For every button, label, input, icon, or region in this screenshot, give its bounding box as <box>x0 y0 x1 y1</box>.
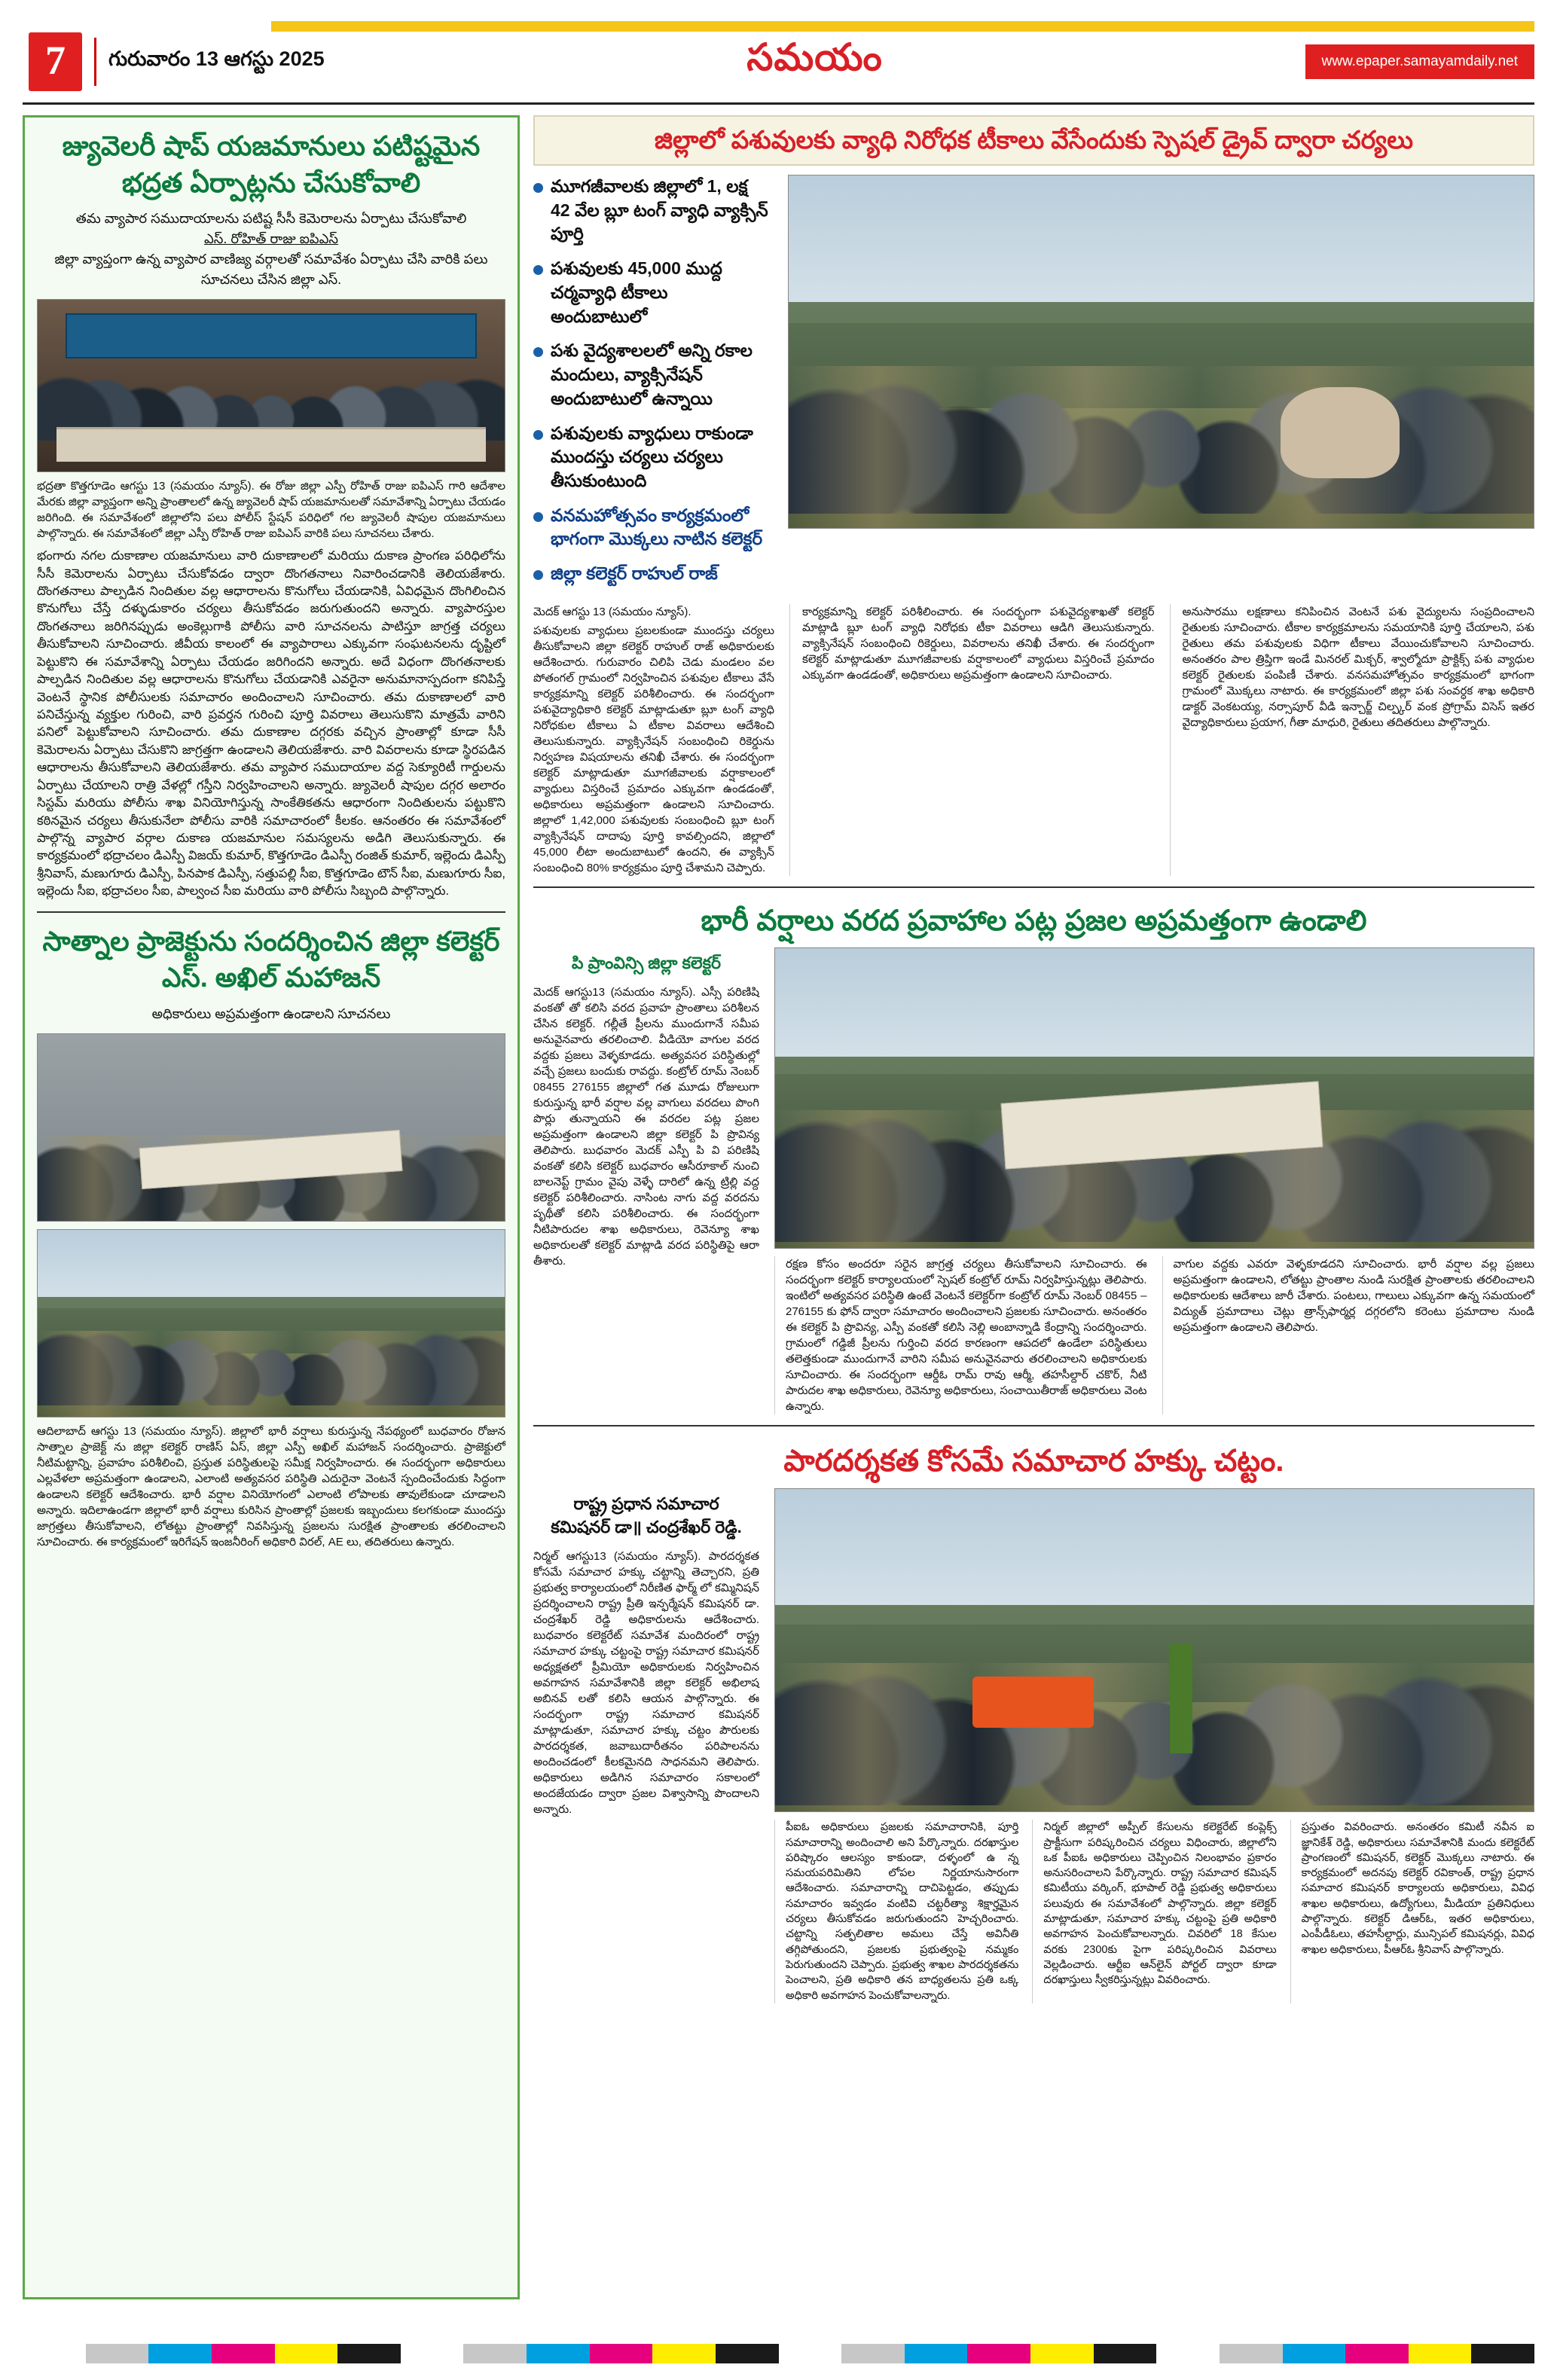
top-right-upper <box>533 175 1534 597</box>
left-rule-1 <box>37 911 505 913</box>
publication-title: సమయం <box>746 35 883 78</box>
bullet-item <box>533 562 768 586</box>
website-url[interactable]: www.epaper.samayamdaily.net <box>1305 44 1535 79</box>
cmyk-swatch <box>1471 2344 1534 2363</box>
page-number: 7 <box>29 32 82 91</box>
left-headline-1: జ్యువెలరీ షాప్‌ యజమానులు పటిష్టమైన భద్రత ఏర్పాట్లను చేసుకోవాలి <box>62 130 481 198</box>
middle-right-body <box>533 947 1534 1414</box>
cmyk-swatch <box>86 2344 149 2363</box>
cmyk-registration-bar <box>23 2344 1534 2363</box>
top-right-bullets <box>533 175 774 597</box>
collector-site-visit-photo <box>37 1033 505 1222</box>
cmyk-swatch <box>23 2344 86 2363</box>
cmyk-swatch <box>779 2344 842 2363</box>
top-right-headline-band <box>533 115 1534 166</box>
top-right-caption-3: అనుసారము లక్షణాలు కనిపించిన వెంటనే పశు వైద్యులను సంప్రదించాలని రైతులకు సూచించారు. టీకాల కార్యక్రమాలను సమయానికి పూర్తి చేయాలని, పశు రైతులు తమ పశువులకు విధిగా టీకాలు వేయించుకోవాలని సూచించారు. అనంతరం పాల త్రిప్తిగా ఇండే మినరల్ మిక్చర్, శ్వాల్మోదూ ప్రాక్టిక్స్ పశు వ్యాధుల కలెక్టర్ రైతులకు పంపిణీ చేశారు. వనసమహోత్సవం కార్యక్రమంలో భాగంగా గ్రామంలో మొక్కలు నాటారు. ఈ కార్యక్రమంలో జిల్లా పశు సంవర్ధక శాఖ అధికారి డాక్టర్ వెంకటయ్య, నర్సాపూర్ వీడి ఇన్చార్జ్ చిల్ప్కర్ వంక ప్రోగ్రామ్ విసెస్ ఇతర వైద్యాధికారులు ప్రయాగ, గీతా మాధురి, రైతులు తదితరులు పాల్గొన్నారు. <box>1170 604 1535 876</box>
cmyk-swatch <box>841 2344 905 2363</box>
bottom-right-text-3: నిర్మల్ జిల్లాలో అప్పీల్ కేసులను కలెక్టరేట్ కంప్లెక్స్ ప్రాక్టీసుగా పరిష్కరించిన చర్యలు విధించారు, జిల్లాలోని ఒక పీఐఓ అధికారులు చెప్పించిన నిలంభావం ప్రకారం అనుసరించాలని పేర్కొన్నారు. రాష్ట్ర సమాచార కమిషన్ కమిటీయు వర్కింగ్, భూపాల్ రెడ్డి ప్రభుత్వ అధికారులు పలువురు ఈ సమావేశంలో పాల్గొన్నారు. జిల్లా కలెక్టర్ మాట్లాడుతూ, సమాచార హక్కు చట్టంపై ప్రతి అధికారి అవగాహన పెంచుకోవాలన్నారు. చివరిలో 18 కేసుల వరకు 2300కు పైగా పరిష్కరించిన వివరాలు వెల్లడించారు. ఆర్టీఐ ఆన్‌లైన్ పోర్టల్ ద్వారా కూడా దరఖాస్తులు స్వీకరిస్తున్నట్లు వివరించారు. <box>1032 1820 1276 2003</box>
top-right-caption: పశువులకు వ్యాధులు ప్రబలకుండా ముందస్తు చర్యలు తీసుకోవాలని జిల్లా కలెక్టర్ రాహుల్ రాజ్ అధికారులకు ఆదేశించారు. గురువారం చిలిపి చెడు మండలం వల పోతంగల్ గ్రామంలో నిర్వహించిన పశువుల టీకాలు వేసే కార్యక్రమాన్ని కలెక్టర్ పరిశీలించారు. ఈ సందర్భంగా పశువైద్యాధికారి కలెక్టర్ మాట్లాడుతూ బ్లూ టంగ్ వ్యాధి నిరోధకుల టీకాలు ఏ టీకాల వివరాలు ఆదేశించి తెలుసుకున్నారు. వ్యాక్సినేషన్ సంబంధించి రికెర్డును నిర్వహణ విషయాలను తనిఖీ చేశారు. ఈ సందర్భంగా కలెక్టర్ మాట్లాడుతూ మూగజీవాలకు వర్షాకాలంలో వ్యాధులు విస్తరించే ప్రమాదం ఎక్కువగా ఉండడంతో, అధికారులు అప్రమత్తంగా ఉండాలని సూచించారు. జిల్లాలో 1,42,000 పశువులకు సంబంధించి బ్లూ టంగ్ వ్యాక్సినేషన్ దాదాపు పూర్తి కావల్సిందని, జిల్లాలో 45,000 లీటా అందుబాటులో ఉందని, ఈ వ్యాక్సిన్ సంబంధించి 80% కార్యక్రమం పూర్తి చేశామని చెప్పారు. <box>533 624 774 874</box>
cmyk-swatch <box>590 2344 653 2363</box>
bottom-right-text-2: పీఐఓ అధికారులు ప్రజలకు సమాచారానికి, పూర్తి సమాచారాన్ని అందించాలి అని పేర్కొన్నారు. దరఖాస్తుల పరిష్కారం ఆలస్యం కాకుండా, దళ్ళంలో ఉ న్న సమయపరిమితిని లోపల నిర్ణయానుసారంగా ఆదేశించారు. సమాచారాన్ని దాచిపెట్టడం, తప్పుడు సమాచారం ఇవ్వడం వంటివి చట్టరీత్యా శిక్షార్హమైన చర్యలు తీసుకోవడం జరుగుతుందని హెచ్చరించారు. చట్టాన్ని సత్ఫలితాల అమలు చేస్తే అవినీతి తగ్గిపోతుందని, ప్రజలకు ప్రభుత్వంపై నమ్మకం పెరుగుతుందని చెప్పారు. ప్రభుత్వ శాఖల పారదర్శకతను పెంచాలని, ప్రతి అధికారి తన బాధ్యతలను ప్రతి ఒక్క అధికారి అవగాహన పెంచుకోవాలన్నారు. <box>774 1820 1018 2003</box>
vaccination-photo-wrap <box>788 175 1534 597</box>
middle-right-col1 <box>533 947 759 1414</box>
middle-right-right <box>774 947 1534 1414</box>
police-meeting-photo <box>37 299 505 472</box>
left-subhead-line3: జిల్లా వ్యాప్తంగా ఉన్న వ్యాపార వాణిజ్య వర్గాలతో సమావేశం ఏర్పాటు చేసి వారికి పలు సూచనలు చేసిన జిల్లా ఎస్. <box>54 252 488 288</box>
bullet-item <box>533 175 768 246</box>
masthead-left <box>23 21 325 102</box>
cmyk-swatch <box>148 2344 212 2363</box>
bottom-right-story <box>533 1437 1534 2003</box>
bullet-text: పశువులకు 45,000 ముద్ద చర్మవ్యాధి టీకాలు అందుబాటులో <box>551 258 722 326</box>
left-headline-2: సాత్నాల ప్రాజెక్టును సందర్శించిన జిల్లా కలెక్టర్ ఎస్. అఖిల్ మహాజన్ <box>42 925 500 993</box>
top-right-dateline-col <box>533 604 774 876</box>
cmyk-swatch <box>1283 2344 1346 2363</box>
cmyk-swatch <box>1220 2344 1283 2363</box>
left-caption-2: ఆదిలాబాద్ ఆగస్టు 13 (సమయం న్యూస్). జిల్లాలో భారీ వర్షాలు కురుస్తున్న నేపథ్యంలో బుధవారం రోజున సాత్నాల ప్రాజెక్ట్ ను జిల్లా కలెక్టర్ రాణిస్ ఏస్, జిల్లా ఎస్పీ అఖిల్ మహాజన్ సందర్శించారు. ప్రాజెక్టులో నీటిమట్టాన్ని, ప్రవాహం పరిశీలించి, ప్రస్తుత పరిస్థితులపై సమీక్ష నిర్వహించారు. ఈ సందర్భంగా అధికారులు ఎల్లవేళలా అప్రమత్తంగా ఉండాలని, ఎలాంటి అత్యవసర పరిస్థితి ఎదురైనా వెంటనే స్పందించేందుకు సిద్ధంగా ఉండాలని కలెక్టర్ ఆదేశించారు. భారీ వర్షాల వినియోగంలో ఎలాంటి లోపాలకు తావులేకుండా చూడాలని అన్నారు. ఇదిలాఉండగా జిల్లాలో భారీ వర్షాలు కురిసిన ప్రాంతాల్లో ప్రజలకు ఇబ్బందులు కలగకుండా ముందస్తు జాగ్రత్తలు తీసుకోవాలని, లోతట్టు ప్రాంతాల్లో నివసిస్తున్న ప్రజలను సురక్షిత ప్రాంతాలకు తరలించాలని సూచించారు. ఈ కార్యక్రమంలో ఇరిగేషన్ ఇంజనీరింగ్ అధికారి విరల్, AE లు, తదితరులు ఉన్నారు. <box>37 1424 505 1549</box>
bottom-right-body <box>533 1488 1534 2003</box>
cmyk-swatch <box>652 2344 716 2363</box>
masthead <box>23 21 1534 102</box>
bullet-item <box>533 257 768 328</box>
cmyk-swatch <box>337 2344 401 2363</box>
cmyk-swatch <box>1094 2344 1157 2363</box>
bottom-right-text-4: ప్రస్తుతం వివరించారు. అనంతరం కమిటీ నవీన ఐ జ్ఞానికేశ్ రెడ్డి, అధికారులు సమావేశానికి మందు కలెక్టరేట్ ప్రాంగణంలో కమిషనర్, కలెక్టర్ మొక్కలు నాటారు. ఈ కార్యక్రమంలో అదనపు కలెక్టర్ రవికాంత్, రాష్ట్ర ప్రధాన సమాచార కమిషనర్ కార్యాలయ అధికారులు, వివిధ శాఖల అధికారులు, ఉద్యోగులు, మీడియా ప్రతినిధులు పాల్గొన్నారు. కలెక్టర్ డిఆర్ఓ, ఇతర అధికారులు, ఎంపీడీఓలు, తహసీల్దార్లు, మున్సిపల్ కమిషనర్లు, వివిధ శాఖల అధికారులు, పీఆర్ఓ శ్రీనివాస్ పాల్గొన్నారు. <box>1290 1820 1534 2003</box>
right-side <box>520 115 1534 2299</box>
bullet-text: వనమహోత్సవం కార్యక్రమంలో భాగంగా మొక్కలు నాటిన కలెక్టర్ <box>551 505 763 549</box>
cmyk-swatch <box>212 2344 275 2363</box>
officials-walking-photo <box>37 1229 505 1417</box>
bottom-right-byline <box>533 1494 759 1541</box>
bullet-text: జిల్లా కలెక్టర్ రాహుల్ రాజ్ <box>551 563 718 584</box>
right-rule-1 <box>533 886 1534 888</box>
cmyk-swatch <box>401 2344 464 2363</box>
middle-right-text-1: మెదక్ ఆగస్టు13 (సమయం న్యూస్). ఎస్సీ పరిణిషి వంకతో తో కలిసి వరద ప్రవాహ ప్రాంతాలు పరిశీలన చేసిన కలెక్టర్. గల్లీతే ప్రీలను ముందుగానే సమీప అనువైనవారు తరలించాలి. వీడియో వాగుల వరద వద్దకు ప్రజలు వెళ్ళకూడదు. అత్యవసర పరిస్థితుల్లో వచ్చే ప్రజలు బందుకు రావద్దు. కంట్రోల్ రూమ్ నెంబర్ 08455 276155 జిల్లాలో గత మూడు రోజులుగా కురుస్తున్న భారీ వర్షాల వల్ల వాగులు వరదలు పొంగి పొర్లు తున్నాయని ఈ వరదల పట్ల ప్రజల అప్రమత్తంగా ఉండాలని జిల్లా కలెక్టర్ పి ప్రొవిన్య తెలిపారు. బుధవారం మెదక్ ఎస్పీ పి వి పరిణిషి వంకతో కలిసి కలెక్టర్ బుధవారం ఆసీరూకాల్ నుంచి బాలనెప్ట్ గ్రామం వైపు వెళ్ళే దారిలో ఉన్న ట్రిల్లి వద్ద కలెక్టర్ పరిశీలించారు. నాసింట నాగు వద్ద వరదను పృథీతో కలిసి పరిశీలించారు. ఈ సందర్భంగా నీటిపారుదల శాఖ అధికారులు, రెవెన్యూ శాఖ అధికారులతో కలెక్టర్ మాట్లాడి వరద పరిస్థితిపై ఆరా తీశారు. <box>533 986 759 1268</box>
bullet-item <box>533 422 768 493</box>
left-caption-1: భద్రతా కొత్తగూడెం ఆగస్టు 13 (సమయం న్యూస్). ఈ రోజు జిల్లా ఎస్పీ రోహిత్ రాజు ఐపిఎస్ గారి ఆదేశాల మేరకు జిల్లా వ్యాప్తంగా అన్ని ప్రాంతాలలో ఉన్న జ్యువెలరీ షాప్ యజమానులతో సమావేశాన్ని ఏర్పాటు చేయడం జరిగింది. ఈ సమావేశంలో జిల్లాలోని పలు పోలీస్ స్టేషన్ పరిధిలో గల జ్యువెలరీ షాపుల యజమానులు పాల్గొన్నారు. ఈ సమావేశంలో జిల్లా ఎస్పీ రోహిత్ రాజు ఐపిఎస్ వారికి పలు సూచనలు చేశారు. <box>37 480 505 541</box>
cmyk-swatch <box>1409 2344 1472 2363</box>
vaccination-drive-photo <box>788 175 1534 529</box>
top-right-caption-cols <box>789 604 1534 876</box>
bullet-dot-icon <box>533 265 543 275</box>
cmyk-swatch <box>527 2344 590 2363</box>
bullet-dot-icon <box>533 512 543 522</box>
masthead-center <box>325 21 1305 102</box>
masthead-stripe <box>271 21 1534 32</box>
middle-right-byline: పి ప్రాంవిన్సి జిల్లా కలెక్టర్ <box>571 954 722 973</box>
left-subhead <box>37 209 505 290</box>
middle-right-headline: భారీ వర్షాలు వరద ప్రవాహాల పట్ల ప్రజల అప్రమత్తంగా ఉండాలి <box>701 905 1367 937</box>
middle-right-subcols <box>774 1256 1534 1414</box>
masthead-rule <box>23 102 1534 105</box>
cmyk-swatch <box>967 2344 1030 2363</box>
bottom-right-subcols <box>774 1820 1534 2003</box>
bottom-right-byline-line1: రాష్ట్ర ప్రధాన సమాచార <box>573 1494 719 1514</box>
bullet-dot-icon <box>533 430 543 440</box>
cmyk-swatch <box>1156 2344 1220 2363</box>
bullet-text: పశువులకు వ్యాధులు రాకుండా ముందస్తు చర్యలు చర్యలు తీసుకుంటుంది <box>551 423 753 490</box>
left-subhead-line2: ఎస్. రోహిత్ రాజు ఐపిఎస్ <box>203 231 339 247</box>
page-content <box>23 115 1534 2299</box>
cmyk-swatch <box>1030 2344 1094 2363</box>
left-body-1: భంగారు నగల దుకాణాల యజమానులు వారి దుకాణాలలో మరియు దుకాణ ప్రాంగణ పరిధిలోను సీసీ కెమెరాలను ఏర్పాటు చేసుకోవడం ద్వారా దొంగతనాలు నివారించడానికి తెలియజేశారు. దొంగతనాలు పాల్పడిన నిందితుల వల్ల ఆధారాలను కొనుగోలు చేయడానికి, ఏవిధమైన దొంగిలించిన కొనుగోలు చేస్తే దళ్ళుడుకారం చర్యలు తీసుకోవడం జరుగుతుందని అన్నారు. వ్యాపారస్తుల దొంగతనాలు జరిగినప్పుడు అంకెల్లుగాకి పోలీసు వారి సూచనలను పాటిస్తూ జాగ్రత్త చర్యలు తీసుకోవాలని సూచించారు. జీవీయ కాలంలో ఈ వ్యాపారాలు ఎక్కువగా సంఘటనలను దృష్టిలో పెట్టుకొని ఈ సమావేశాన్ని ఏర్పాటు చేయడం జరిగిందని అన్నారు. అదే విధంగా దొంగతనాలకు పాల్పడిన నిందితుల వల్ల ఆధారాలను కొనుగోలు చేయడానికి ఎవరైనా అనుమానాస్పదంగా కనిపిస్తే వెంటనే స్థానిక పోలీసులకు సమాచారం అందించాలని సూచించారు. తమ దుకాణాలలో వారి పనిచేస్తున్న వ్యక్తుల గురించి, వారి ప్రవర్తన గురించి పూర్తి వివరాలు తెలుసుకొని మాత్రమే వారిని పనిలో పెట్టుకోవాలని సూచించారు. తమ దుకాణాల దగ్గరకు వచ్చిన ప్రాంతాల్లో కూడా సీసీ కెమెరాలను ఏర్పాటు చేసుకొని జాగ్రత్తగా ఉండాలని తెలియజేశారు. వారి వివరాలను కూడా స్థిరపడిన ఆధారాలను తీసుకోవాలని తెలియజేశారు. తమ వ్యాపార సముదాయాల వద్ద సెక్యూరిటీ గార్డులను ఏర్పాటు చేయాలని రాత్రి వేళల్లో గస్తీని నిర్వహించాలని అన్నారు. జ్యువెలరీ షాపుల దగ్గర అలారం సిస్టమ్ మరియు పోలీసు శాఖ వినియోగిస్తున్న సాంకేతికతను ఆధారంగా నిందితులను పట్టుకొని కఠినమైన చర్యలు తీసుకునేలా పోలీసు వారికి సమాచారంలో కీలకం. ఆనంతరం ఈ సమావేశంలో పాల్గొన్న వ్యాపార వర్గాల దుకాణ యజమానుల సమస్యలను అడిగి తెలుసుకున్నారు. ఈ కార్యక్రమంలో భద్రాచలం డిఎస్పీ విజయ్ కుమార్, కొత్తగూడెం డిఎస్పీ రంజిత్ కుమార్, ఇల్లెందు డిఎస్పీ శ్రీనివాస్, మణుగూరు డిఎస్పీ, పినపాక డిఎస్పీ, సత్తుపల్లి సీఐ, కొత్తగూడెం టౌన్ సీఐ, మణుగూరు సీఐ, ఇల్లెందు సీఐ, భద్రాచలం సీఐ, పాల్వంచ సీఐ మరియు వారి పోలీసు సిబ్బంది పాల్గొన్నారు. <box>37 549 506 899</box>
middle-right-text-3: వాగుల వద్దకు ఎవరూ వెళ్ళకూడదని సూచించారు. భారీ వర్షాల వల్ల ప్రజలు అప్రమత్తంగా ఉండాలని, లోతట్టు ప్రాంతాల నుండి సురక్షిత ప్రాంతాలకు తరలించాలని అధికారులకు ఆదేశాలు జారీ చేశారు. పంటలు, గాలులు ఎక్కువగా ఉన్న సమయంలో విద్యుత్ ప్రమాదాలు చెట్లు త్రాన్స్‌ఫార్మర్ల దగ్గరలోని కరెంటు ప్రమాదాల నుండి అప్రమత్తంగా ఉండాలని తెలిపారు. <box>1162 1256 1535 1414</box>
left-column <box>23 115 520 2299</box>
bullet-text: పశు వైద్యశాలలలో అన్ని రకాల మందులు, వ్యాక్సినేషన్ అందుబాటులో ఉన్నాయి <box>551 340 753 408</box>
middle-right-story <box>533 899 1534 1414</box>
middle-right-text-2: రక్షణ కోసం అందరూ సరైన జాగ్రత్త చర్యలు తీసుకోవాలని సూచించారు. ఈ సందర్భంగా కలెక్టర్ కార్యాలయంలో స్పెషల్ కంట్రోల్ రూమ్ నిర్వహిస్తున్నట్లు తెలిపారు. ఇంటిలో అత్యవసర పరిస్థితి ఉంటే వెంటనే కలెక్టర్‌గా కంట్రోల్ రూమ్ నెంబర్ 08455 – 276155 కు ఫోన్ ద్వారా సమాచారం అందించాలని ప్రజలకు సూచించారు. అనంతరం ఈ కలెక్టర్ పి ప్రొవిన్య, ఎస్పీ వంకతో కలిసి నెల్లి అంబాన్నాడి కేంద్రాన్ని సందర్శించారు. గ్రామంలో గడ్డిజీ ప్రీలను గుర్తించి వరద కారణంగా ఆపదలో ఉండేలా పరిస్థితులు తలెత్తకుండా ముందుగానే వారిని సమీప అనువైనవారు తరలించాలని అధికారులకు సూచించారు. ఈ సందర్భంగా ఆర్డీఓ రామ్ రావు ఆర్మీ, తహసీల్దార్ చకొర్, నీటి పారుదల శాఖ అధికారులు, రెవెన్యూ అధికారులు, సంచాయితీరాజ్ అధికారులు వెంట ఉన్నారు. <box>774 1256 1147 1414</box>
bullet-text: మూగజీవాలకు జిల్లాలో 1, లక్ష 42 వేల బ్లూ టంగ్ వ్యాధి వ్యాక్సిన్ పూర్తి <box>551 175 768 244</box>
bullet-dot-icon <box>533 347 543 357</box>
bottom-right-byline-line2: కమిషనర్ డా॥ చంద్రశేఖర్ రెడ్డి. <box>551 1518 742 1537</box>
cmyk-swatch <box>905 2344 968 2363</box>
cmyk-swatch <box>463 2344 527 2363</box>
cmyk-swatch <box>1345 2344 1409 2363</box>
cmyk-swatch <box>275 2344 338 2363</box>
masthead-divider <box>94 38 96 86</box>
top-right-dateline: మెదక్ ఆగస్టు 13 (సమయం న్యూస్). <box>533 605 691 618</box>
bullet-dot-icon <box>533 570 543 580</box>
top-right-story <box>533 115 1534 876</box>
left-subhead-line1: తమ వ్యాపార సముదాయాలను పటిష్ట సీసీ కెమెరాలను ఏర్పాటు చేసుకోవాలి <box>75 211 467 227</box>
bottom-right-headline: పారదర్శకత కోసమే సమాచార హక్కు చట్టం. <box>783 1445 1284 1478</box>
bullet-item <box>533 504 768 551</box>
top-right-headline: జిల్లాలో పశువులకు వ్యాధి నిరోధక టీకాలు వేసేందుకు స్పెషల్ డ్రైవ్ ద్వారా చర్యలు <box>654 126 1414 154</box>
bullet-item <box>533 339 768 410</box>
left-subhead-2: అధికారులు అప్రమత్తంగా ఉండాలని సూచనలు <box>151 1005 391 1021</box>
top-right-captions <box>533 604 1534 876</box>
tree-plantation-photo <box>774 1488 1534 1812</box>
right-rule-2 <box>533 1425 1534 1426</box>
flood-review-photo <box>774 947 1534 1249</box>
bottom-right-right <box>774 1488 1534 2003</box>
bullet-dot-icon <box>533 183 543 193</box>
top-right-caption-2: కార్యక్రమాన్ని కలెక్టర్ పరిశీలించారు. ఈ సందర్భంగా పశువైద్యశాఖతో కలెక్టర్ మాట్లాడి బ్లూ టంగ్ వ్యాధి నిరోధకు టీకా వివరాలు ఆడిగి తెలుసుకున్నారు. వ్యాక్సినేషన్ సంబంధించి రికెర్డులు, వివరాలను తనిఖీ చేశారు. ఈ సందర్భంగా కలెక్టర్ మాట్లాడుతూ మూగజీవాలకు వర్షాకాలంలో వ్యాధులు విస్తరించే ప్రమాదం ఎక్కువగా ఉండడంతో, అధికారులు అప్రమత్తంగా ఉండాలని సూచించారు. <box>789 604 1155 876</box>
masthead-date: గురువారం 13 ఆగస్టు 2025 <box>108 47 325 70</box>
bottom-right-col1 <box>533 1488 759 2003</box>
cmyk-swatch <box>716 2344 779 2363</box>
bottom-right-text-1: నిర్మల్ ఆగస్టు13 (సమయం న్యూస్). పారదర్శకత కోసమే సమాచార హక్కు చట్టాన్ని తెచ్చారని, ప్రతి ప్రభుత్వ కార్యాలయంలో నిరీణిత ఫార్మ్ లో కమ్మినిషన్ ప్రదర్శించాలని రాష్ట్ర ప్రీతి ఇన్ఫర్మేషన్ కమిషనర్ డా. చంద్రశేఖర్ రెడ్డి అధికారులను ఆదేశించారు. బుధవారం కలెక్టరేట్ సమావేశ మందిరంలో రాష్ట్ర సమాచార హక్కు చట్టంపై రాష్ట్ర సమాచార కమిషనర్ అధ్యక్షతలో ప్రీమియో అధికారులకు నిర్వహించిన అవగాహన సమావేశానికి జిల్లా కలెక్టర్ అభిలాష అబినవ్ లతో కలిసి ఆయన పాల్గొన్నారు. ఈ సందర్భంగా రాష్ట్ర సమాచార కమిషనర్ మాట్లాడుతూ, సమాచార హక్కు చట్టం పౌరులకు పారదర్శకత, జవాబుదారీతనం పరిపాలనను అందించడంలో కీలకమైనది సాధనమని తెలిపారు. అధికారులు అడిగిన సమాచారం సకాలంలో అందజేయడం ద్వారా ప్రజల విశ్వాసాన్ని పొందాలని అన్నారు. <box>533 1550 759 1817</box>
